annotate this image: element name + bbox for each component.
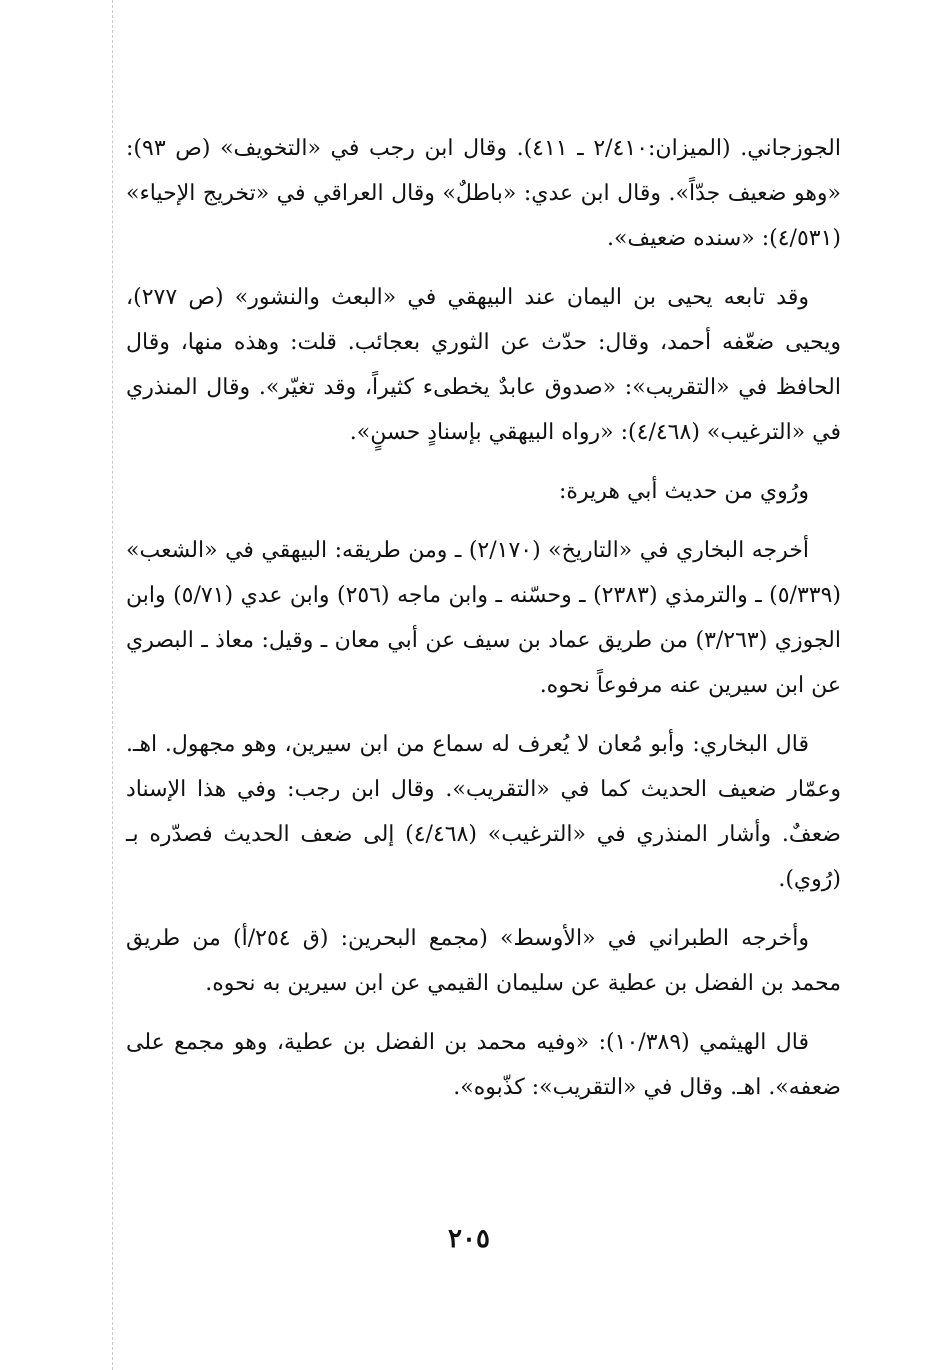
paragraph-jawzajani: الجوزجاني. (الميزان:٢/٤١٠ ـ ٤١١). وقال ابن رجب في «التخويف» (ص ٩٣): «وهو ضعيف جدّاً». وقال ابن عدي: «باطلٌ» وقال العراقي في «تخريج الإحياء» (٤/٥٣١): «سنده ضعيف».	[126, 136, 841, 251]
page-body	[126, 126, 841, 1124]
paragraph-haythami: قال الهيثمي (١٠/٣٨٩): «وفيه محمد بن الفضل بن عطية، وهو مجمع على ضعفه». اهـ. وقال في «التقريب»: كذّبوه».	[126, 1030, 841, 1100]
page-number: ٢٠٥	[448, 1224, 490, 1254]
paragraph-bukhari-comment: قال البخاري: وأبو مُعان لا يُعرف له سماع من ابن سيرين، وهو مجهول. اهـ. وعمّار ضعيف الحديث كما في «التقريب». وقال ابن رجب: وفي هذا الإسناد ضعفٌ. وأشار المنذري في «الترغيب» (٤/٤٦٨) إلى ضعف الحديث فصدّره بـ (رُوي).	[126, 732, 841, 892]
paragraph-bukhari-takhrij: أخرجه البخاري في «التاريخ» (٢/١٧٠) ـ ومن طريقه: البيهقي في «الشعب» (٥/٣٣٩) ـ والترمذي (٢٣٨٣) ـ وحسّنه ـ وابن ماجه (٢٥٦) وابن عدي (٥/٧١) وابن الجوزي (٣/٢٦٣) من طريق عماد بن سيف عن أبي معان ـ وقيل: معاذ ـ البصري عن ابن سيرين عنه مرفوعاً نحوه.	[126, 538, 841, 698]
paragraph-abu-hurayra-heading: ورُوي من حديث أبي هريرة:	[559, 479, 809, 504]
page-margin-rule	[112, 0, 113, 1370]
paragraph-yahya-ibn-yaman: وقد تابعه يحيى بن اليمان عند البيهقي في «البعث والنشور» (ص ٢٧٧)، ويحيى ضعّفه أحمد، وقال: حدّث عن الثوري بعجائب. قلت: وهذه منها، وقال الحافظ في «التقريب»: «صدوق عابدٌ يخطىء كثيراً، وقد تغيّر». وقال المنذري في «الترغيب» (٤/٤٦٨): «رواه البيهقي بإسنادٍ حسنٍ».	[126, 285, 841, 445]
paragraph-tabarani: وأخرجه الطبراني في «الأوسط» (مجمع البحرين: (ق ٢٥٤/أ) من طريق محمد بن الفضل بن عطية عن سليمان القيمي عن ابن سيرين به نحوه.	[126, 926, 841, 996]
